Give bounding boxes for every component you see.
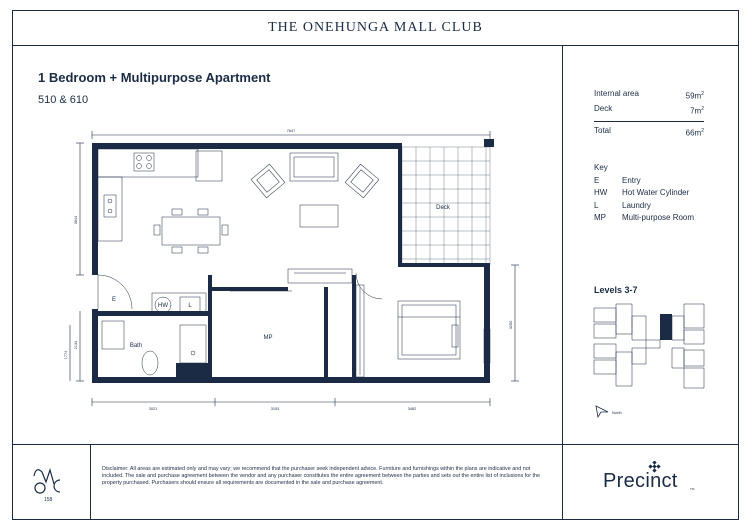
room-label-hw: HW (158, 303, 168, 309)
bed (398, 301, 460, 359)
area-row-internal (594, 88, 704, 103)
key-label: Hot Water Cylinder (622, 188, 690, 197)
levels-label: Levels 3-7 (594, 285, 638, 295)
key-abbr: HW (594, 188, 608, 197)
vertical-divider (562, 46, 563, 444)
exterior-walls (92, 139, 494, 383)
brand-trademark: TM (690, 487, 695, 491)
page-number: 158 (44, 497, 53, 503)
brand-logo: Precinct (603, 470, 678, 492)
bath-vanity (102, 321, 124, 349)
area-value: 66m (685, 128, 702, 138)
dim-right: 3250 (509, 320, 513, 330)
key-abbr: L (594, 200, 599, 210)
dim-left-lower-a: 2134 (74, 340, 78, 350)
unit-highlight (660, 314, 672, 340)
area-divider (594, 121, 704, 122)
area-value: 59m (685, 91, 702, 101)
area-summary (594, 88, 704, 140)
dim-left-upper: 3644 (74, 215, 78, 225)
bedside (452, 325, 458, 347)
legend-key (594, 162, 694, 225)
key-item (594, 187, 694, 200)
coffee-table (300, 205, 338, 227)
dining-table (162, 217, 220, 245)
area-unit-sup: 2 (701, 105, 704, 112)
dim-bottom-b: 3153 (270, 407, 280, 411)
area-row-total (594, 125, 704, 140)
room-label-deck: Deck (436, 205, 450, 211)
room-label-mp: MP (263, 335, 273, 341)
page-title: THE ONEHUNGA MALL CLUB (268, 19, 483, 35)
omc-logo-icon (30, 462, 70, 496)
floor-plan (60, 125, 530, 415)
footer-divider (12, 444, 739, 445)
footer-divider-right (562, 444, 563, 520)
key-abbr: MP (594, 213, 606, 222)
apartment-title: 1 Bedroom + Multipurpose Apartment (38, 70, 271, 85)
key-title: Key (594, 163, 608, 172)
footer-divider-left (90, 444, 91, 520)
armchair-right (345, 164, 379, 198)
key-label: Laundry (622, 200, 651, 210)
area-label: Total (594, 126, 611, 136)
key-label: Multi-purpose Room (622, 213, 695, 222)
room-label-laundry: L (188, 303, 192, 309)
entry-door-swing (98, 275, 132, 309)
key-item (594, 212, 694, 225)
key-abbr: E (594, 175, 600, 185)
dim-left-lower-b: 1774 (64, 350, 68, 360)
area-label: Internal area (594, 89, 639, 98)
key-label: Entry (622, 175, 641, 185)
north-label: North (612, 410, 622, 415)
area-row-deck (594, 103, 704, 118)
apartment-units: 510 & 610 (38, 94, 89, 106)
room-label-entry: E (111, 297, 117, 303)
toilet (142, 351, 158, 375)
shower (180, 325, 206, 363)
area-value: 7m (690, 106, 702, 116)
disclaimer-text: Disclaimer: All areas are estimated only and may vary; we recommend that the purchaser seek independent advice. Furniture and furnishings within the plans are indicative and not included. The sale and purchase agreement between the vendor and any purchaser constitutes the entire agreement between the parties and sets out the entire list of inclusions for the property purchased. Purchasers should ensure all requirements are documented in the sale and purchase agreement. (102, 466, 541, 487)
room-label-bath: Bath (129, 343, 143, 349)
header-bar (12, 10, 739, 46)
dim-bottom-a: 3021 (148, 407, 158, 411)
tv-unit (288, 269, 352, 283)
armchair-left (251, 164, 285, 198)
key-item (594, 200, 694, 213)
area-label: Deck (594, 103, 613, 113)
key-item (594, 175, 694, 188)
dim-top: 7647 (286, 129, 296, 133)
dim-bottom-c: 3482 (407, 407, 417, 411)
area-unit-sup: 2 (701, 128, 704, 135)
area-unit-sup: 2 (701, 91, 704, 97)
north-arrow-icon (594, 404, 610, 418)
level-key-plan (590, 300, 710, 392)
